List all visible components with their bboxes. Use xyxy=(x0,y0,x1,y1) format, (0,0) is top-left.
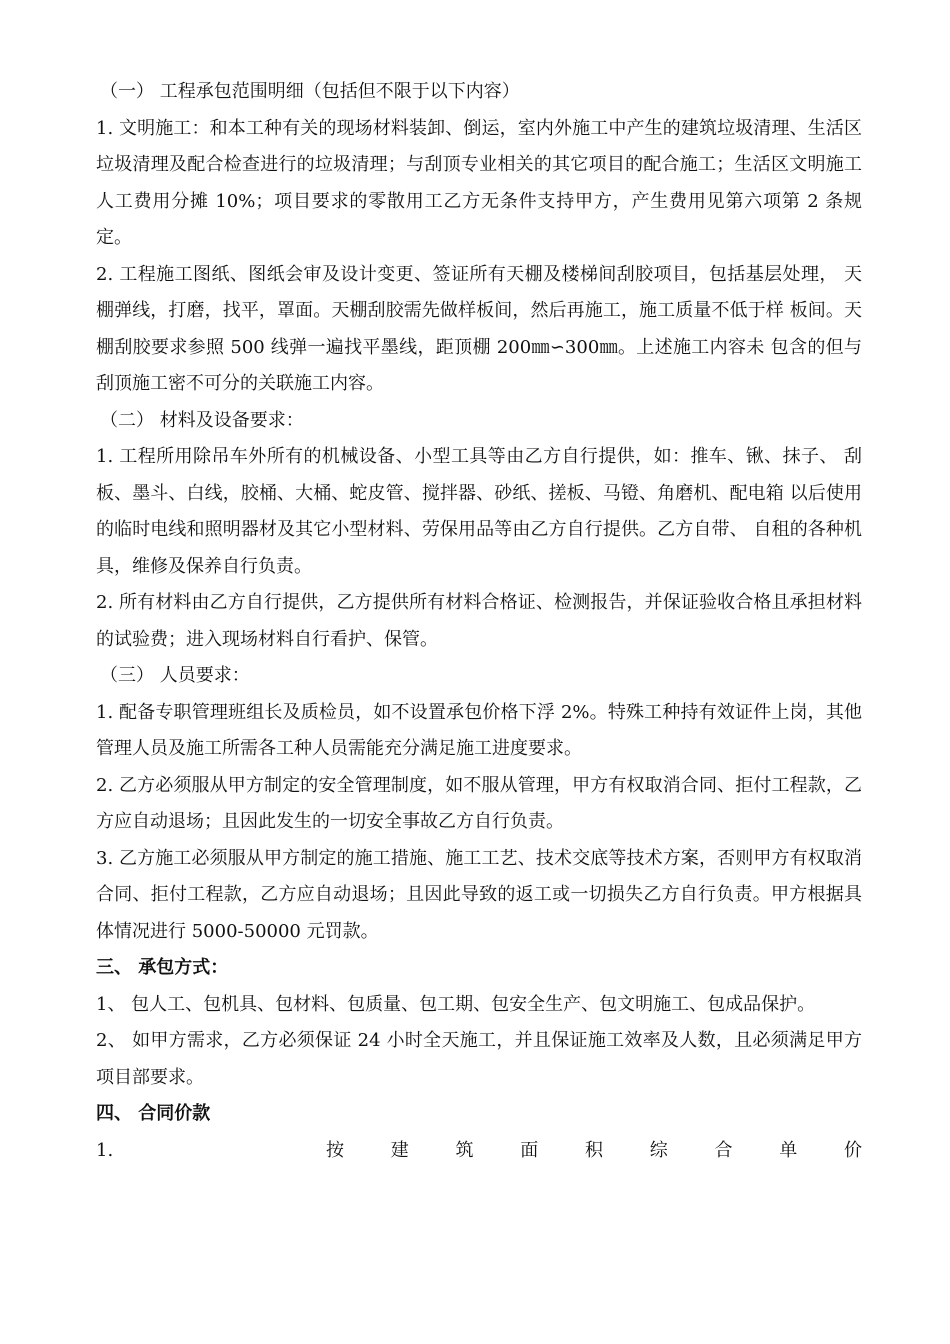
spread-char: 面 xyxy=(520,1139,539,1161)
section-1-paragraph-2: 2. 工程施工图纸、图纸会审及设计变更、签证所有天棚及楼梯间刮胶项目，包括基层处理， 天棚弹线，打磨，找平，罩面。天棚刮胶需先做样板间，然后再施工，施工质量不低于样 板间。天棚刮胶要求参照 500 线弹一遍找平墨线，距顶棚 200㎜∽300㎜。上述施工内容未 包含的但与刮顶施工密不可分的关联施工内容。 xyxy=(96,263,862,394)
spread-char: 单 xyxy=(779,1139,798,1161)
heading-contract-method: 三、 承包方式： xyxy=(96,957,229,978)
contract-price-item-number: 1. xyxy=(96,1139,114,1161)
section-3-title: （三） 人员要求： xyxy=(100,665,250,686)
contract-method-item-1: 1、 包人工、包机具、包材料、包质量、包工期、包安全生产、包文明施工、包成品保护。 xyxy=(96,993,816,1015)
spread-char: 筑 xyxy=(455,1139,474,1161)
section-2-title: （二） 材料及设备要求： xyxy=(100,409,304,431)
contract-price-item-1 xyxy=(96,1133,862,1170)
spread-char: 合 xyxy=(714,1139,733,1161)
spread-char: 综 xyxy=(649,1139,668,1161)
section-3-paragraph-3: 3. 乙方施工必须服从甲方制定的施工措施、施工工艺、技术交底等技术方案，否则甲方有权取消合同、拒付工程款，乙方应自动退场；且因此导致的返工或一切损失乙方自行负责。甲方根据具体情况进行 5000-50000 元罚款。 xyxy=(96,847,862,942)
section-1-paragraph-1: 1. 文明施工：和本工种有关的现场材料装卸、倒运，室内外施工中产生的建筑垃圾清理、生活区垃圾清理及配合检查进行的垃圾清理；与刮顶专业相关的其它项目的配合施工；生活区文明施工人工费用分摊 10%；项目要求的零散用工乙方无条件支持甲方，产生费用见第六项第 2 条规定。 xyxy=(96,117,862,248)
section-1-title: （一） 工程承包范围明细（包括但不限于以下内容） xyxy=(100,81,520,102)
contract-price-item-text xyxy=(326,1133,862,1170)
section-2-paragraph-1: 1. 工程所用除吊车外所有的机械设备、小型工具等由乙方自行提供，如：推车、锹、抹子、 刮板、墨斗、白线，胶桶、大桶、蛇皮管、搅拌器、砂纸、搓板、马镫、角磨机、配电箱 以后使用的临时电线和照明器材及其它小型材料、劳保用品等由乙方自行提供。乙方自带、 自租的各种机具，维修及保养自行负责。 xyxy=(96,446,862,577)
spread-char: 积 xyxy=(585,1139,603,1161)
document-page xyxy=(96,74,862,1169)
section-3-paragraph-1: 1. 配备专职管理班组长及质检员，如不设置承包价格下浮 2%。特殊工种持有效证件上岗，其他管理人员及施工所需各工种人员需能充分满足施工进度要求。 xyxy=(96,701,862,759)
spread-char: 按 xyxy=(326,1139,344,1161)
section-3-paragraph-2: 2. 乙方必须服从甲方制定的安全管理制度，如不服从管理，甲方有权取消合同、拒付工程款，乙方应自动退场；且因此发生的一切安全事故乙方自行负责。 xyxy=(96,774,862,832)
heading-contract-price: 四、 合同价款 xyxy=(96,1103,211,1124)
section-2-paragraph-2: 2. 所有材料由乙方自行提供，乙方提供所有材料合格证、检测报告，并保证验收合格且承担材料的试验费；进入现场材料自行看护、保管。 xyxy=(96,592,862,650)
spread-char: 建 xyxy=(390,1139,409,1161)
contract-method-item-2: 2、 如甲方需求，乙方必须保证 24 小时全天施工，并且保证施工效率及人数，且必须满足甲方项目部要求。 xyxy=(96,1030,862,1088)
spread-char: 价 xyxy=(844,1139,862,1161)
